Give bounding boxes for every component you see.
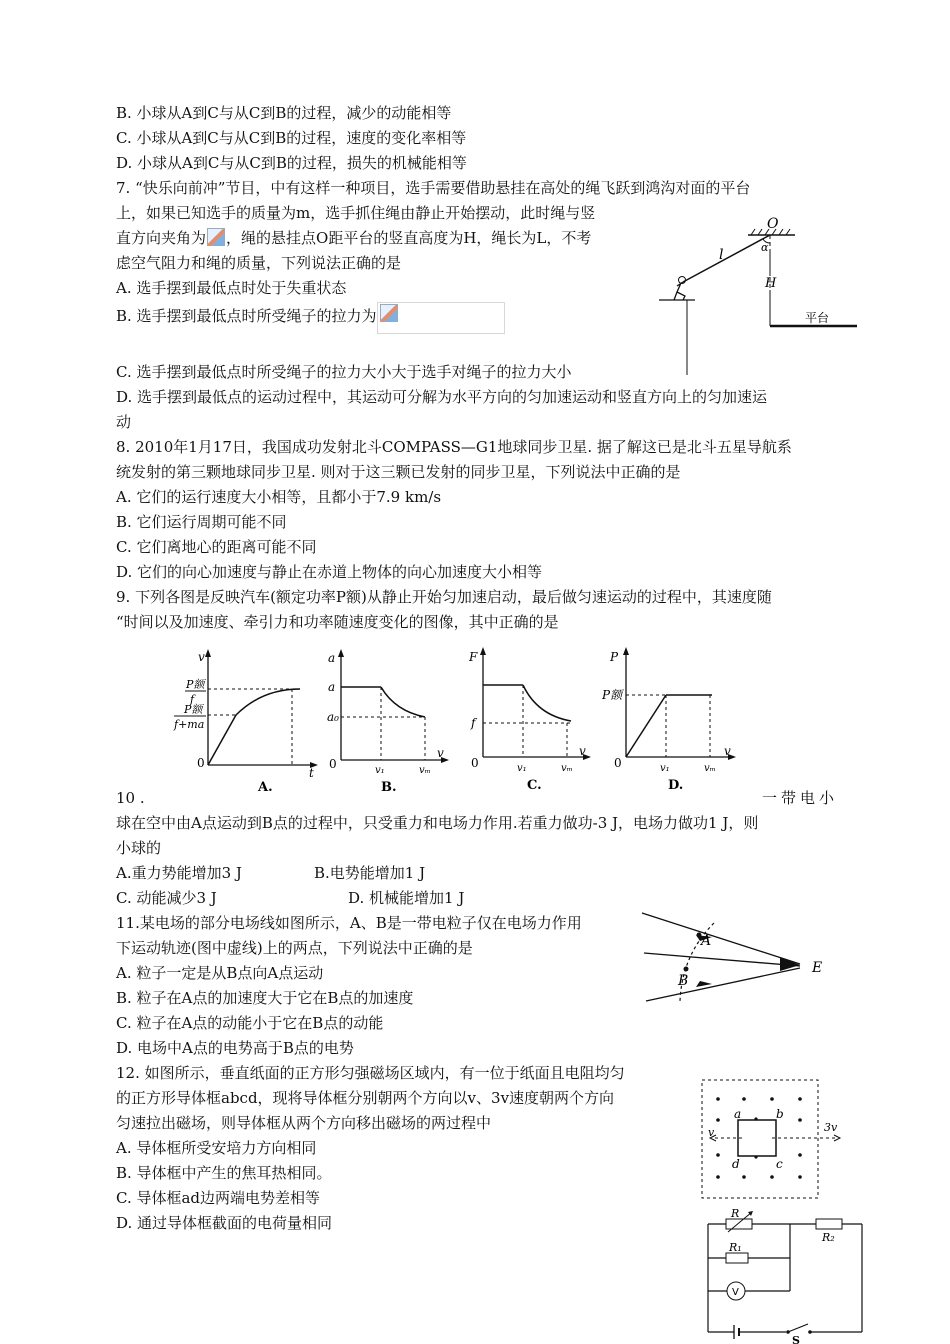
formula-image-box <box>377 302 505 334</box>
q7-stem-line1: 7. “快乐向前冲”节目，中有这样一种项目，选手需要借助悬挂在高处的绳飞跃到鸿沟对面的平台 <box>116 179 751 197</box>
q7-option-a: A. 选手摆到最低点时处于失重状态 <box>116 279 347 297</box>
q11-option-c: C. 粒子在A点的动能小于它在B点的动能 <box>116 1014 384 1032</box>
q12-magnetic-field-figure <box>698 1076 848 1206</box>
q7-label-h: H <box>765 276 777 291</box>
q12-option-d: D. 通过导体框截面的电荷量相同 <box>116 1214 333 1232</box>
q7-option-d-line1: D. 选手摆到最低点的运动过程中，其运动可分解为水平方向的匀加速运动和竖直方向上的匀加速运 <box>116 388 768 406</box>
graph-a-y1-den: f <box>190 693 195 706</box>
q7-label-l: l <box>719 247 724 263</box>
q11-option-a: A. 粒子一定是从B点向A点运动 <box>116 964 324 982</box>
graph-c-caption: C. <box>527 778 542 793</box>
q11-label-b: B <box>678 973 689 989</box>
q9-graph-d <box>600 645 740 795</box>
graph-c-x2: vₘ <box>561 763 573 774</box>
q8-option-d: D. 它们的向心加速度与静止在赤道上物体的向心加速度大小相等 <box>116 563 543 581</box>
graph-d-x1: v₁ <box>660 763 670 774</box>
q6-option-b: B. 小球从A到C与从C到B的过程，减少的动能相等 <box>116 104 452 122</box>
q7-stem-line3 <box>116 228 591 248</box>
graph-b-y2: a₀ <box>327 710 339 724</box>
q7-stem-line3a: 直方向夹角为 <box>116 229 207 247</box>
graph-d-y1: P额 <box>602 688 623 702</box>
q7-option-d-line2: 动 <box>116 413 132 431</box>
circuit-label-v: V <box>732 1287 739 1298</box>
graph-b-xlabel: v <box>437 746 444 760</box>
graph-a-caption: A. <box>258 780 273 795</box>
q11-stem-line2: 下运动轨迹(图中虚线)上的两点，下列说法中正确的是 <box>116 939 473 957</box>
graph-b-ylabel: a <box>328 651 336 665</box>
q7-label-platform: 平台 <box>805 311 830 325</box>
q7-swing-figure <box>655 210 865 380</box>
graph-b-x1: v₁ <box>375 765 385 776</box>
q12-label-a: a <box>734 1107 742 1121</box>
graph-a-y1: P额 <box>186 678 205 691</box>
resistor-r2 <box>816 1219 842 1229</box>
q10-number: 10 . <box>116 789 145 807</box>
graph-c-xlabel: v <box>579 744 586 758</box>
graph-c-ylabel: F <box>469 650 478 664</box>
graph-d-x2: vₘ <box>704 763 716 774</box>
q11-label-a: A <box>701 933 712 949</box>
q8-stem-line2: 统发射的第三颗地球同步卫星. 则对于这三颗已发射的同步卫星，下列说法中正确的是 <box>116 463 681 481</box>
q7-option-b <box>116 306 505 334</box>
q11-field-figure <box>640 905 840 1005</box>
q10-option-c: C. 动能减少3 J <box>116 889 217 907</box>
graph-c-x1: v₁ <box>517 763 527 774</box>
graph-a-origin: 0 <box>197 756 205 770</box>
graph-a-xlabel: t <box>309 766 314 780</box>
q6-option-d: D. 小球从A到C与从C到B的过程，损失的机械能相等 <box>116 154 467 172</box>
q9-stem-line1: 9. 下列各图是反映汽车(额定功率P额)从静止开始匀加速启动，最后做匀速运动的过程中，其速度随 <box>116 588 772 606</box>
q12-stem-line3: 匀速拉出磁场，则导体框从两个方向移出磁场的两过程中 <box>116 1114 492 1132</box>
q7-stem-line3b: ，绳的悬挂点O距平台的竖直高度为H，绳长为L，不考 <box>226 229 592 247</box>
q7-option-b-text: B. 选手摆到最低点时所受绳子的拉力为 <box>116 307 377 325</box>
graph-b-x2: vₘ <box>419 765 431 776</box>
q11-option-b: B. 粒子在A点的加速度大于它在B点的加速度 <box>116 989 414 1007</box>
graph-d-xlabel: v <box>724 744 731 758</box>
q10-stem-line3: 小球的 <box>116 839 162 857</box>
circuit-label-s: S <box>792 1334 800 1344</box>
q12-label-b: b <box>776 1107 784 1121</box>
q12-option-b: B. 导体框中产生的焦耳热相同。 <box>116 1164 332 1182</box>
graph-a-ylabel: v <box>198 650 205 664</box>
graph-d-origin: 0 <box>614 756 622 770</box>
graph-a-y2: P额 <box>184 703 203 716</box>
q10-option-a: A.重力势能增加3 J <box>116 864 242 882</box>
broken-image-icon <box>207 228 225 246</box>
q10-stem-line2: 球在空中由A点运动到B点的过程中，只受重力和电场力作用.若重力做功-3 J，电场力做功1 J，则 <box>116 814 759 832</box>
rheostat-r <box>726 1219 752 1229</box>
broken-image-icon <box>380 304 398 322</box>
q12-stem-line2: 的正方形导体框abcd，现将导体框分别朝两个方向以v、3v速度朝两个方向 <box>116 1089 615 1107</box>
q9-graph-b <box>325 645 455 795</box>
q11-stem-line1: 11.某电场的部分电场线如图所示，A、B是一带电粒子仅在电场力作用 <box>116 914 582 932</box>
q9-stem-line2: “时间以及加速度、牵引力和功率随速度变化的图像，其中正确的是 <box>116 613 559 631</box>
q7-label-alpha: α <box>761 241 769 254</box>
q8-option-a: A. 它们的运行速度大小相等，且都小于7.9 km/s <box>116 488 442 506</box>
graph-d-ylabel: P <box>610 650 619 664</box>
q9-graph-c <box>467 645 597 795</box>
q12-label-3v: 3v <box>824 1121 838 1134</box>
q12-option-a: A. 导体框所受安培力方向相同 <box>116 1139 317 1157</box>
q8-option-c: C. 它们离地心的距离可能不同 <box>116 538 317 556</box>
graph-c-origin: 0 <box>471 756 479 770</box>
q12-option-c: C. 导体框ad边两端电势差相等 <box>116 1189 321 1207</box>
graph-d-caption: D. <box>668 778 684 793</box>
graph-c-y1: f <box>471 716 476 730</box>
resistor-r1 <box>726 1253 748 1263</box>
q7-stem-line4: 虑空气阻力和绳的质量，下列说法正确的是 <box>116 254 402 272</box>
switch-s <box>788 1324 808 1332</box>
circuit-figure <box>700 1208 870 1344</box>
q6-option-c: C. 小球从A到C与从C到B的过程，速度的变化率相等 <box>116 129 467 147</box>
q12-label-d: d <box>732 1157 740 1171</box>
q9-graph-a <box>170 645 320 795</box>
q8-option-b: B. 它们运行周期可能不同 <box>116 513 287 531</box>
circuit-label-r2: R₂ <box>822 1231 835 1244</box>
circuit-label-r1: R₁ <box>729 1241 742 1254</box>
graph-b-origin: 0 <box>329 757 337 771</box>
graph-b-y1: a <box>328 680 336 694</box>
q12-label-c: c <box>776 1157 783 1171</box>
q10-stem-tail: 一带电小 <box>762 789 839 807</box>
q11-label-e: E <box>812 960 823 976</box>
q10-option-d: D. 机械能增加1 J <box>348 889 465 907</box>
q11-option-d: D. 电场中A点的电势高于B点的电势 <box>116 1039 354 1057</box>
circuit-label-r: R <box>731 1208 740 1220</box>
graph-a-y2-den: f+ma <box>174 718 205 731</box>
q12-stem-line1: 12. 如图所示，垂直纸面的正方形匀强磁场区域内，有一位于纸面且电阻均匀 <box>116 1064 625 1082</box>
q7-label-o: O <box>767 216 779 232</box>
q10-option-b: B.电势能增加1 J <box>314 864 426 882</box>
q12-label-v: v <box>708 1126 715 1139</box>
graph-b-caption: B. <box>381 780 397 795</box>
point-b-dot <box>684 967 689 972</box>
conductor-frame <box>738 1120 776 1156</box>
q7-stem-line2: 上，如果已知选手的质量为m，选手抓住绳由静止开始摆动，此时绳与竖 <box>116 204 596 222</box>
q7-option-c: C. 选手摆到最低点时所受绳子的拉力大小大于选手对绳子的拉力大小 <box>116 363 572 381</box>
q8-stem-line1: 8. 2010年1月17日，我国成功发射北斗COMPASS—G1地球同步卫星. 据了解这已是北斗五星导航系 <box>116 438 792 456</box>
